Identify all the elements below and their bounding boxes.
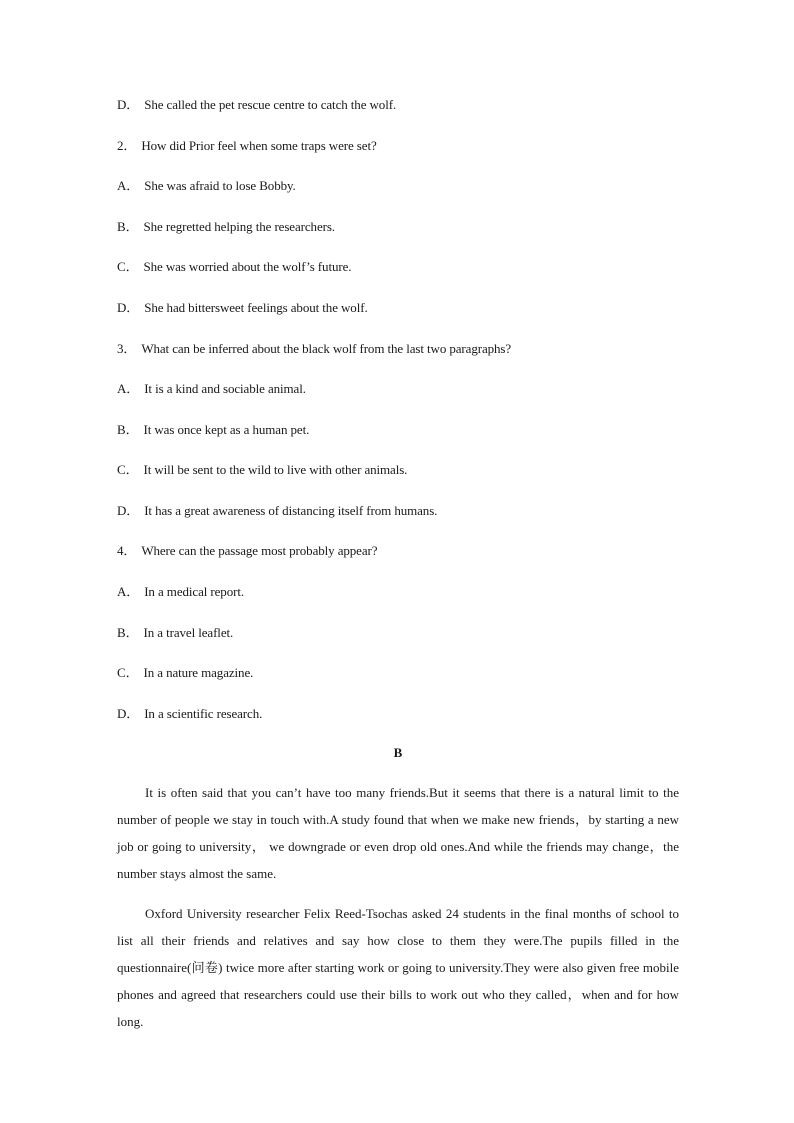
question-number: 2． bbox=[117, 138, 137, 153]
q4-option-c bbox=[117, 664, 253, 682]
option-label: D． bbox=[117, 300, 140, 315]
question-text: What can be inferred about the black wolf from the last two paragraphs? bbox=[141, 341, 512, 356]
option-text: It is a kind and sociable animal. bbox=[144, 381, 306, 396]
option-label: A． bbox=[117, 178, 140, 193]
option-text: In a travel leaflet. bbox=[143, 625, 234, 640]
q2-option-b bbox=[117, 218, 335, 236]
q3-option-c bbox=[117, 461, 407, 479]
question-text: Where can the passage most probably appear? bbox=[141, 543, 378, 558]
q3-option-b bbox=[117, 421, 309, 439]
option-text: She had bittersweet feelings about the wolf. bbox=[144, 300, 368, 315]
option-label: B． bbox=[117, 625, 139, 640]
option-label: A． bbox=[117, 381, 140, 396]
option-text: It was once kept as a human pet. bbox=[143, 422, 310, 437]
q4-option-d bbox=[117, 705, 262, 723]
option-text: She called the pet rescue centre to catch the wolf. bbox=[144, 97, 397, 112]
q1-option-d bbox=[117, 96, 396, 114]
option-label: D． bbox=[117, 97, 140, 112]
passage-paragraph-1: It is often said that you can’t have too many friends.But it seems that there is a natural limit to the number of people we stay in touch with.A study found that when we make new friends，by starting a new job or going to university， we downgrade or even drop old ones.And while the friends may change，the number stays almost the same. bbox=[117, 785, 679, 881]
option-text: She was worried about the wolf’s future. bbox=[143, 259, 352, 274]
q4-option-a bbox=[117, 583, 244, 601]
option-label: C． bbox=[117, 259, 139, 274]
option-label: C． bbox=[117, 665, 139, 680]
q2-option-d bbox=[117, 299, 368, 317]
q3-stem bbox=[117, 340, 511, 358]
option-label: B． bbox=[117, 422, 139, 437]
passage-paragraph-2: Oxford University researcher Felix Reed-Tsochas asked 24 students in the final months of school to list all their friends and relatives and say how close to them they were.The pupils filled in the questionnaire(问卷) twice more after starting work or going to university.They were also given free mobile phones and agreed that researchers could use their bills to work out who they called，when and for how long. bbox=[117, 906, 679, 1029]
option-label: A． bbox=[117, 584, 140, 599]
q2-stem bbox=[117, 137, 377, 155]
question-number: 4． bbox=[117, 543, 137, 558]
option-label: B． bbox=[117, 219, 139, 234]
question-number: 3． bbox=[117, 341, 137, 356]
option-text: It will be sent to the wild to live with other animals. bbox=[143, 462, 408, 477]
option-text: In a scientific research. bbox=[144, 706, 263, 721]
q4-option-b bbox=[117, 624, 233, 642]
option-text: In a medical report. bbox=[144, 584, 244, 599]
q4-stem bbox=[117, 542, 377, 560]
option-text: It has a great awareness of distancing itself from humans. bbox=[144, 503, 438, 518]
option-text: She regretted helping the researchers. bbox=[143, 219, 335, 234]
q3-option-d bbox=[117, 502, 437, 520]
option-label: D． bbox=[117, 503, 140, 518]
q3-option-a bbox=[117, 380, 306, 398]
option-label: C． bbox=[117, 462, 139, 477]
q2-option-a bbox=[117, 177, 296, 195]
option-text: In a nature magazine. bbox=[143, 665, 254, 680]
option-text: She was afraid to lose Bobby. bbox=[144, 178, 296, 193]
q2-option-c bbox=[117, 258, 351, 276]
question-text: How did Prior feel when some traps were set? bbox=[141, 138, 377, 153]
option-label: D． bbox=[117, 706, 140, 721]
section-heading: B bbox=[393, 745, 403, 760]
